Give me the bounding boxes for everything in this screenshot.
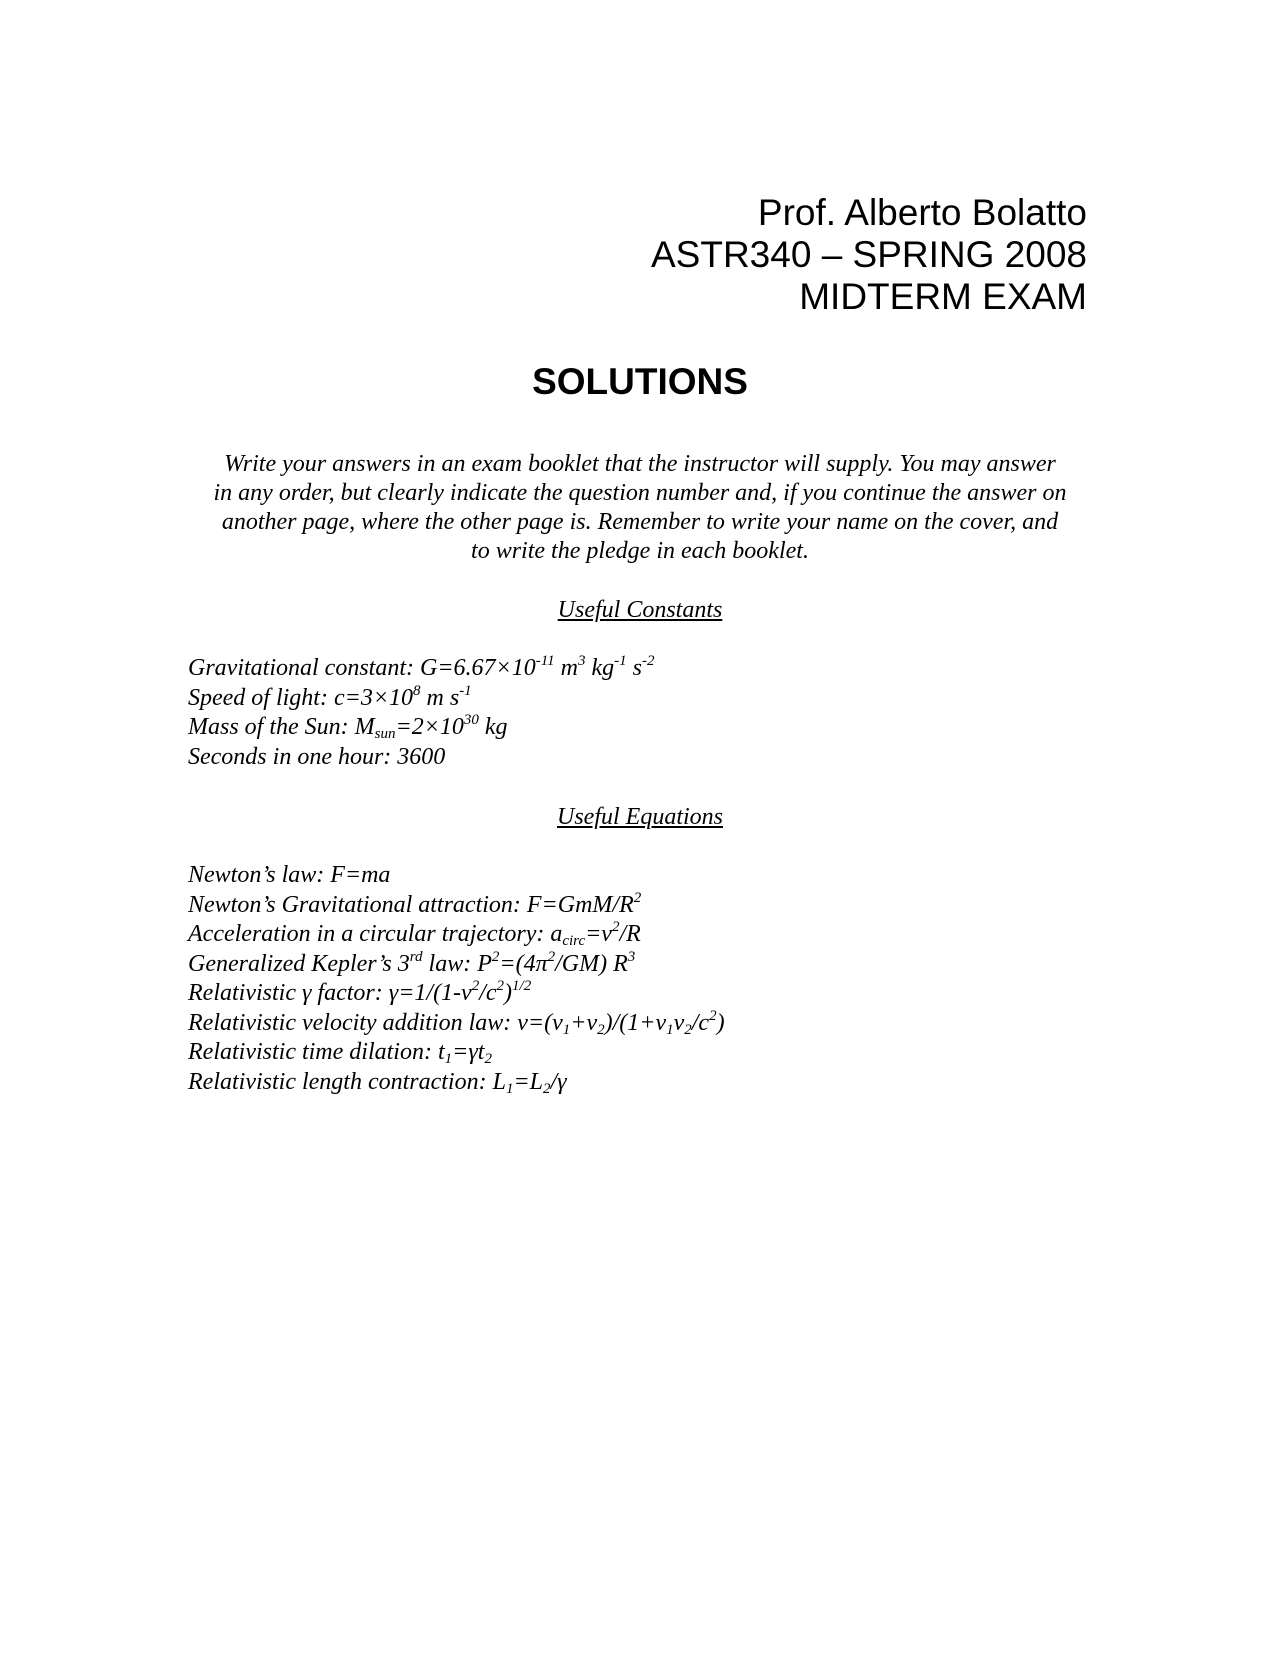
equation-newton-law: Newton’s law: F=ma (188, 862, 391, 888)
equation-velocity-addition: Relativistic velocity addition law: $v=(v_1+v_2)/(1+v_1v_2/c^2)$ (188, 1007, 725, 1038)
instructions-line: Write your answers in an exam booklet that the instructor will supply. You may answer (224, 451, 1056, 477)
instructions-line: another page, where the other page is. Remember to write your name on the cover, and (221, 509, 1059, 535)
constants-heading: Useful Constants (557, 597, 723, 623)
equations-heading: Useful Equations (557, 804, 723, 830)
instructions-paragraph (180, 450, 1100, 566)
instructions-line: to write the pledge in each booklet. (471, 538, 809, 564)
professor-name: Prof. Alberto Bolatto (757, 192, 1087, 233)
instructions-line: in any order, but clearly indicate the question number and, if you continue the answer on (213, 480, 1067, 506)
page-title: SOLUTIONS (532, 361, 748, 402)
exam-name: MIDTERM EXAM (799, 276, 1087, 317)
equations-list (188, 861, 725, 1097)
equation-circular-acceleration: Acceleration in a circular trajectory: $a_{circ}=v^2/R$ (188, 919, 641, 949)
constant-gravitational: Gravitational constant: $G=6.67\times 10^{-11}$ $m^3$ $kg^{-1}$ $s^{-2}$ (188, 653, 655, 681)
exam-header (651, 192, 1087, 318)
equation-gamma-factor: Relativistic γ factor: $\gamma=1/(1-v^2/c^2)^{1/2}$ (188, 978, 532, 1006)
equation-kepler: Generalized Kepler’s 3rd law: $P^2=(4\pi^2/GM)$ $R^3$ (188, 948, 636, 977)
constant-speed-of-light: Speed of light: $c=3\times 10^8$ m $s^{-1}$ (188, 682, 472, 711)
equation-gravitation: Newton’s Gravitational attraction: $F=GmM/R^2$ (188, 889, 642, 918)
constants-list (188, 654, 654, 772)
equation-length-contraction: Relativistic length contraction: $L_1=L_2/\gamma$ (188, 1068, 567, 1097)
course-term: ASTR340 – SPRING 2008 (651, 234, 1087, 275)
constant-solar-mass: Mass of the Sun: $M_{sun}=2\times 10^{30}$ kg (188, 712, 508, 742)
equation-time-dilation: Relativistic time dilation: $t_1=\gamma t_2$ (188, 1039, 492, 1067)
constant-seconds-per-hour: Seconds in one hour: 3600 (188, 743, 446, 770)
